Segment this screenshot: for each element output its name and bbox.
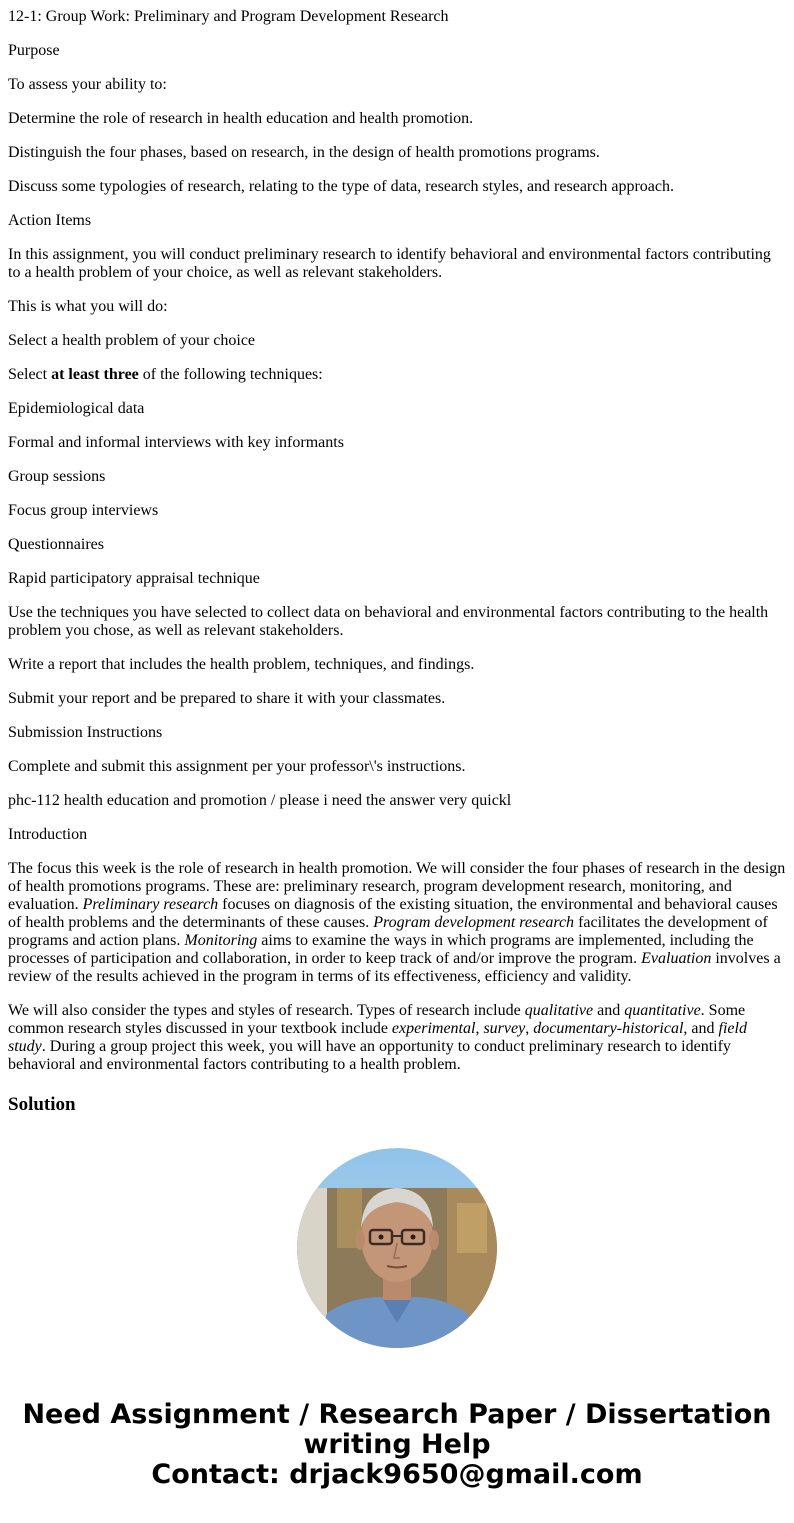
technique-item: Questionnaires — [8, 536, 104, 553]
technique-item: Focus group interviews — [8, 502, 159, 519]
purpose-item: Distinguish the four phases, based on research, in the design of health promotions programs. — [8, 144, 600, 161]
technique-item: Rapid participatory appraisal technique — [8, 570, 260, 587]
submission-heading: Submission Instructions — [8, 724, 163, 741]
promo-line: writing Help — [303, 1429, 491, 1460]
intro-term: experimental — [391, 1020, 476, 1037]
intro-term: Preliminary research — [82, 896, 219, 913]
technique-item: Formal and informal interviews with key informants — [8, 434, 344, 451]
intro-term: field study — [8, 1020, 747, 1055]
intro-text: . During a group project this week, you will have an opportunity to conduct preliminary research to identify behavioral and environmental factors contributing to a health problem. — [8, 1038, 731, 1073]
promo-banner — [8, 1400, 786, 1490]
promo-contact: Contact: drjack9650@gmail.com — [151, 1459, 643, 1490]
intro-text: , — [525, 1020, 534, 1037]
step-select-techniques — [8, 366, 786, 384]
intro-text: We will also consider the types and styles of research. Types of research include — [8, 1002, 525, 1019]
step-select-techniques-pre: Select — [8, 366, 52, 383]
intro-term: qualitative — [524, 1002, 594, 1019]
avatar — [297, 1148, 497, 1348]
introduction-heading: Introduction — [8, 826, 88, 843]
intro-text: aims to examine the ways in which programs are implemented, including the processes of participation and collaboration, in order to keep track of and/or improve the program. — [8, 932, 754, 967]
action-items-intro: In this assignment, you will conduct preliminary research to identify behavioral and environmental factors contributing to a health problem of your choice, as well as relevant stakeholders. — [8, 246, 771, 281]
purpose-heading: Purpose — [8, 42, 60, 59]
submission-text: Complete and submit this assignment per your professor\'s instructions. — [8, 758, 466, 775]
technique-item: Group sessions — [8, 468, 106, 485]
course-line: phc-112 health education and promotion / please i need the answer very quickl — [8, 792, 512, 809]
step-write-report: Write a report that includes the health problem, techniques, and findings. — [8, 656, 475, 673]
page-title: 12-1: Group Work: Preliminary and Program Development Research — [8, 8, 449, 25]
step-select-problem: Select a health problem of your choice — [8, 332, 256, 349]
avatar-container — [8, 1148, 786, 1348]
purpose-item: Discuss some typologies of research, relating to the type of data, research styles, and research approach. — [8, 178, 674, 195]
intro-text: The focus this week is the role of research in health promotion. We will consider the four phases of research in the design of health promotions programs. These are: preliminary research, program development research, monitoring, and evaluation. — [8, 860, 786, 913]
intro-text: , — [475, 1020, 484, 1037]
technique-item: Epidemiological data — [8, 400, 145, 417]
intro-text: and — [593, 1002, 625, 1019]
intro-term: documentary-historical — [533, 1020, 684, 1037]
intro-text: focuses on diagnosis of the existing situation, the environmental and behavioral causes of health problems and the determinants of these causes. — [8, 896, 778, 931]
intro-text: involves a review of the results achieved in the program in terms of its effectiveness, efficiency and validity. — [8, 950, 781, 985]
action-items-heading: Action Items — [8, 212, 92, 229]
solution-heading: Solution — [8, 1094, 76, 1115]
introduction-paragraph-1 — [8, 860, 786, 986]
intro-term: Program development research — [373, 914, 575, 931]
step-select-techniques-emphasis: at least three — [51, 366, 139, 383]
purpose-intro: To assess your ability to: — [8, 76, 167, 93]
step-submit-report: Submit your report and be prepared to share it with your classmates. — [8, 690, 446, 707]
action-items-what-todo: This is what you will do: — [8, 298, 168, 315]
intro-term: survey — [483, 1020, 526, 1037]
introduction-paragraph-2 — [8, 1002, 786, 1074]
intro-text: , and — [683, 1020, 719, 1037]
intro-text: . Some common research styles discussed in your textbook include — [8, 1002, 746, 1037]
step-collect-data: Use the techniques you have selected to collect data on behavioral and environmental factors contributing to the health problem you chose, as well as relevant stakeholders. — [8, 604, 769, 639]
intro-term: quantitative — [624, 1002, 701, 1019]
step-select-techniques-post: of the following techniques: — [138, 366, 323, 383]
promo-line: Need Assignment / Research Paper / Dissertation — [22, 1399, 772, 1430]
intro-term: Monitoring — [184, 932, 258, 949]
intro-term: Evaluation — [641, 950, 712, 967]
intro-text: facilitates the development of programs and action plans. — [8, 914, 768, 949]
purpose-item: Determine the role of research in health education and health promotion. — [8, 110, 474, 127]
